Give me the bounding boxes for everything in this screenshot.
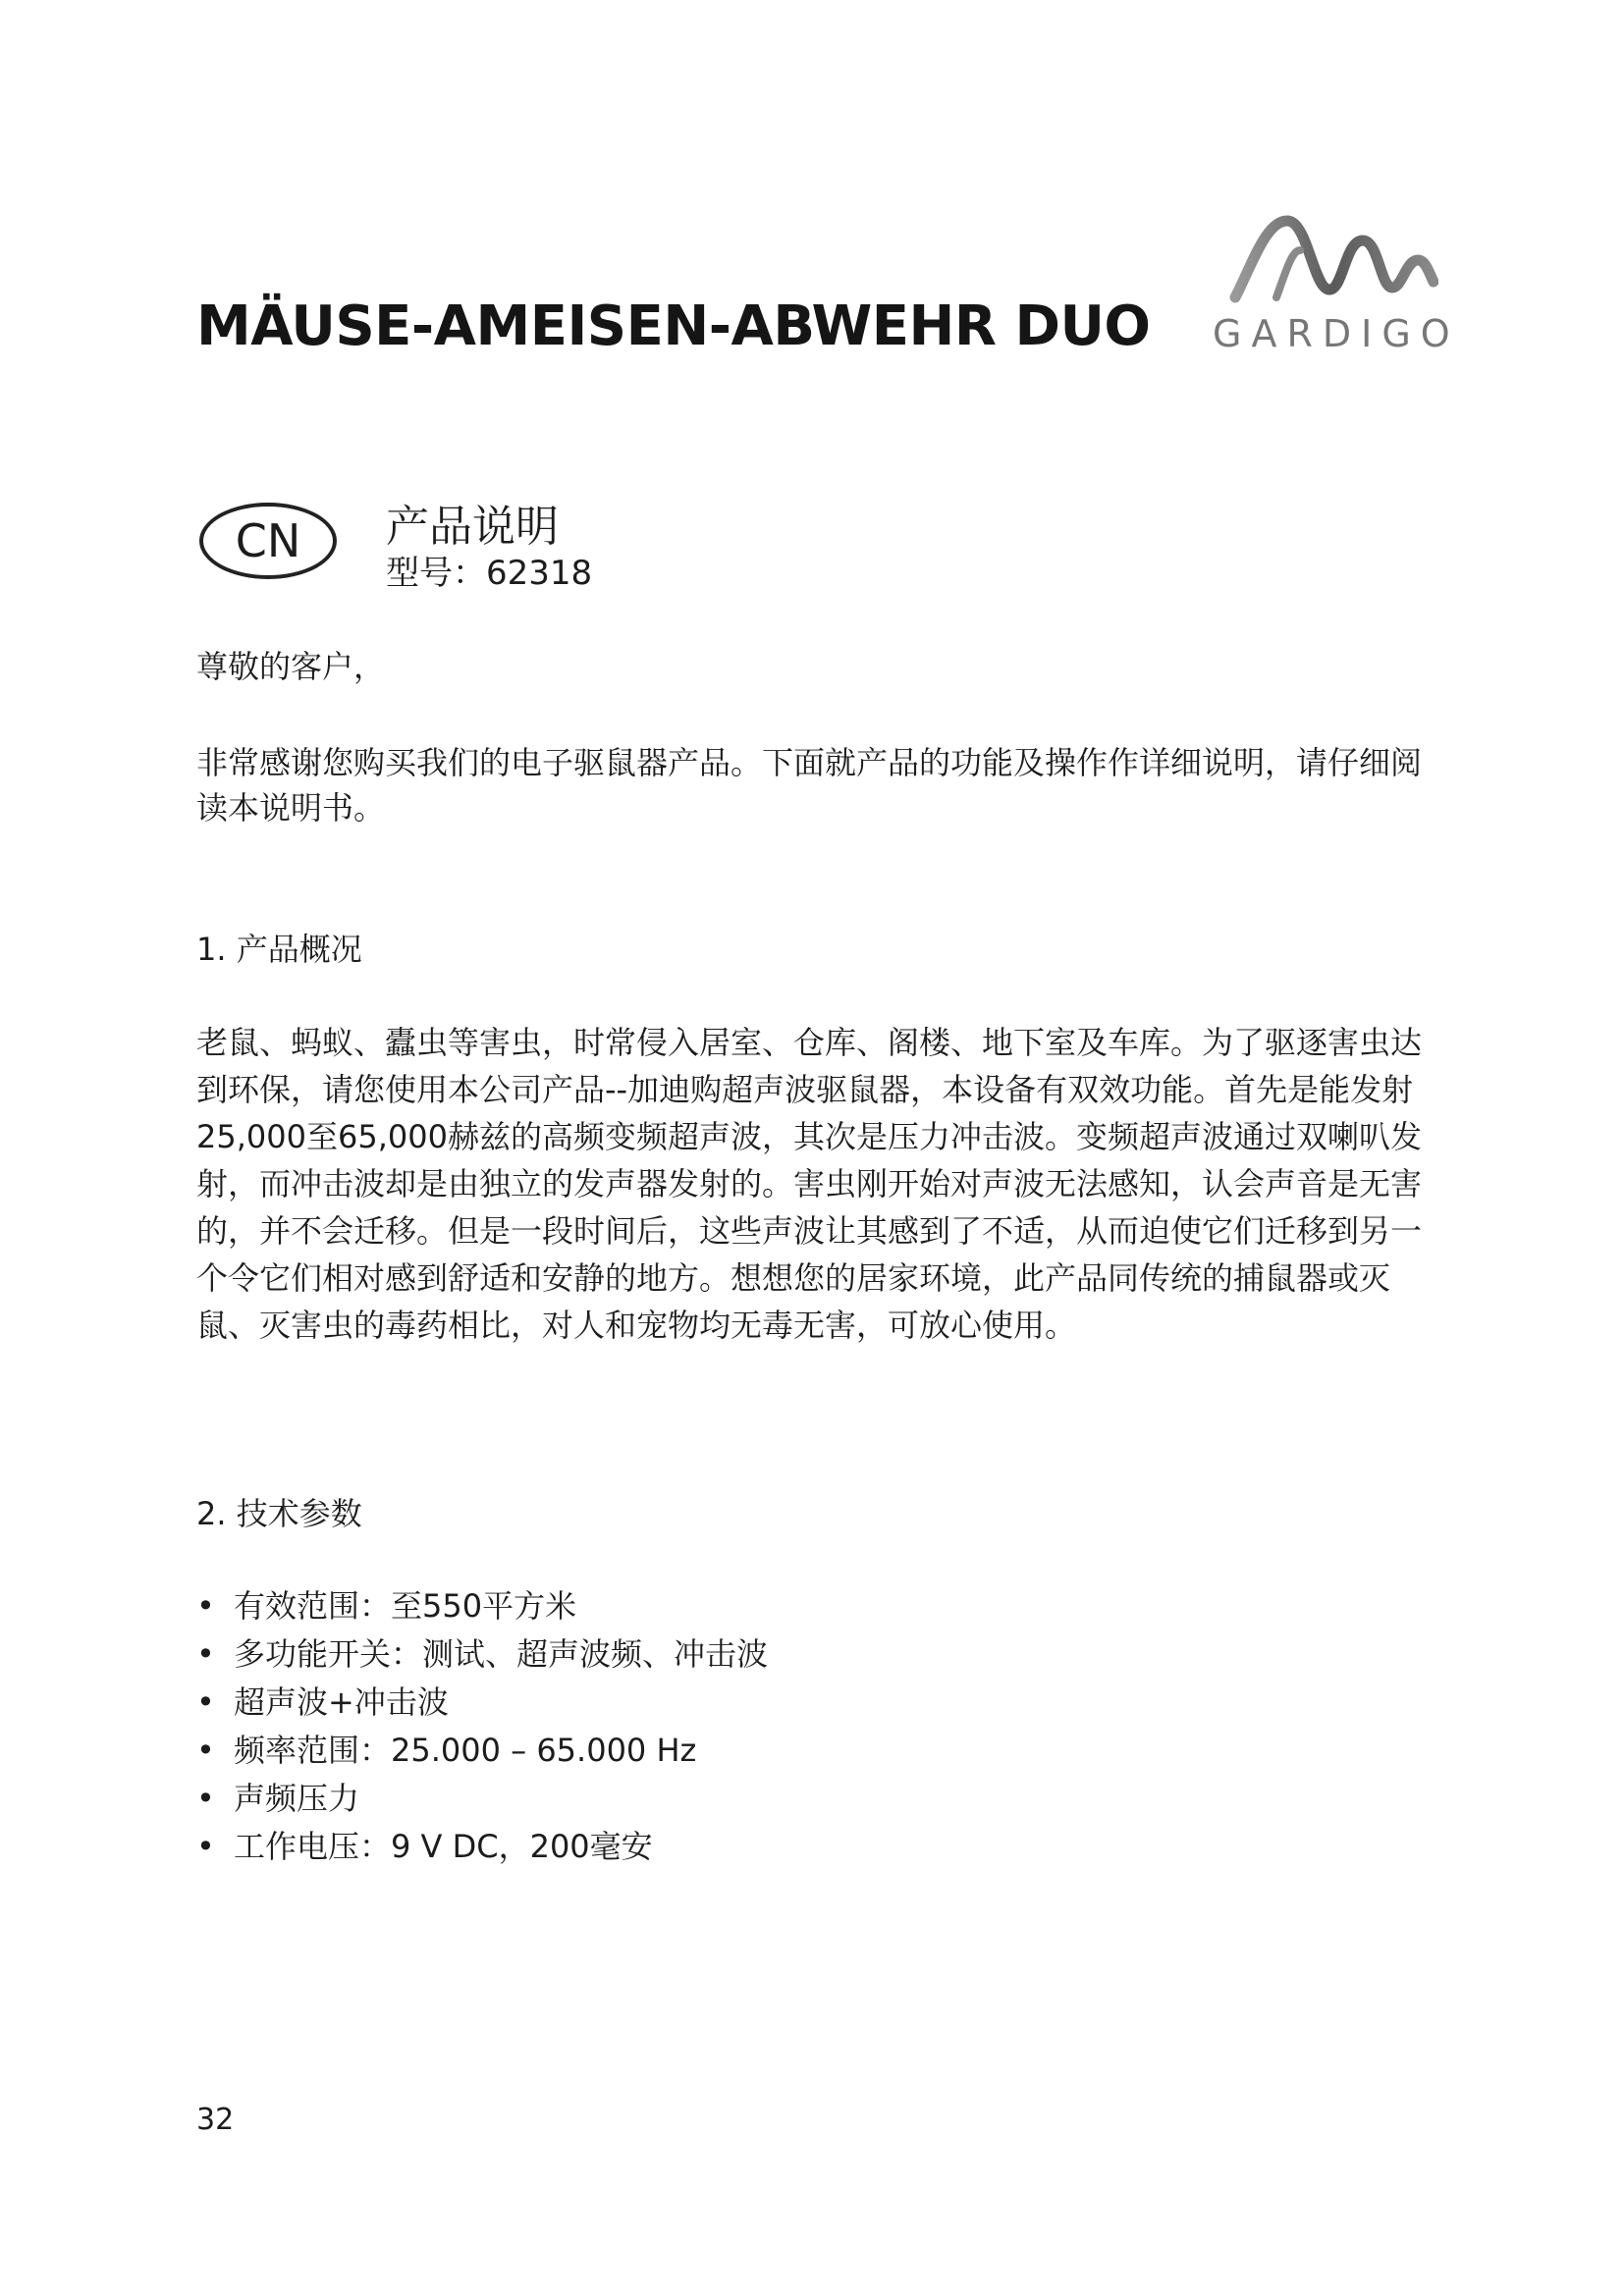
spec-list [196, 1582, 768, 1871]
model-number: 型号：62318 [386, 554, 593, 593]
bullet-icon: • [196, 1828, 215, 1865]
spec-text: 超声波+冲击波 [234, 1683, 449, 1721]
intro-paragraph: 非常感谢您购买我们的电子驱鼠器产品。下面就产品的功能及操作作详细说明，请仔细阅读本说明书。 [196, 744, 1423, 827]
list-item [196, 1775, 768, 1823]
bullet-icon: • [196, 1587, 215, 1625]
gardigo-wave-icon [1227, 211, 1438, 304]
logo-wordmark: GARDIGO [1213, 312, 1460, 355]
bullet-icon: • [196, 1683, 215, 1721]
section-title-specs: 2. 技术参数 [196, 1495, 362, 1532]
list-item [196, 1630, 768, 1679]
bullet-icon: • [196, 1780, 215, 1817]
section-title-overview: 1. 产品概况 [196, 931, 362, 968]
list-item [196, 1727, 768, 1775]
gardigo-logo [1208, 211, 1460, 358]
spec-text: 工作电压：9 V DC，200毫安 [234, 1828, 653, 1865]
language-badge: CN [199, 503, 337, 579]
list-item [196, 1823, 768, 1871]
product-title: MÄUSE-AMEISEN-ABWEHR DUO [196, 294, 1151, 358]
bullet-icon: • [196, 1635, 215, 1673]
spec-text: 有效范围：至550平方米 [234, 1587, 577, 1625]
greeting: 尊敬的客户， [196, 648, 386, 685]
page-number: 32 [196, 2103, 235, 2137]
spec-text: 声频压力 [234, 1780, 360, 1817]
overview-paragraph: 老鼠、蚂蚁、蠹虫等害虫，时常侵入居室、仓库、阁楼、地下室及车库。为了驱逐害虫达到环保，请您使用本公司产品--加迪购超声波驱鼠器，本设备有双效功能。首先是能发射25,000至65,000赫兹的高频变频超声波，其次是压力冲击波。变频超声波通过双喇叭发射，而冲击波却是由独立的发声器发射的。害虫刚开始对声波无法感知，认会声音是无害的，并不会迁移。但是一段时间后，这些声波让其感到了不适，从而迫使它们迁移到另一个令它们相对感到舒适和安静的地方。想想您的居家环境，此产品同传统的捕鼠器或灭鼠、灭害虫的毒药相比，对人和宠物均无毒无害，可放心使用。 [196, 1024, 1423, 1344]
list-item [196, 1582, 768, 1630]
document-heading: 产品说明 [386, 502, 559, 552]
spec-text: 频率范围：25.000 – 65.000 Hz [234, 1732, 697, 1769]
spec-text: 多功能开关：测试、超声波频、冲击波 [234, 1635, 769, 1673]
list-item [196, 1679, 768, 1727]
bullet-icon: • [196, 1732, 215, 1769]
